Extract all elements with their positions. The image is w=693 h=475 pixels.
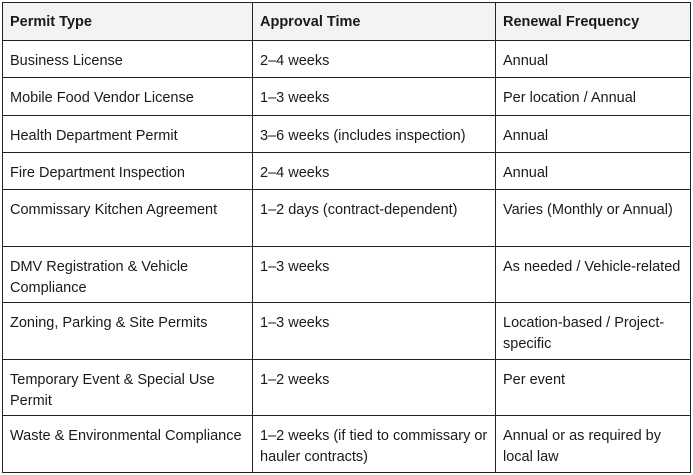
table-row (3, 153, 691, 190)
table-row (3, 303, 691, 360)
cell-approval-time: 1–2 weeks (if tied to commissary or hauler contracts) (253, 416, 496, 473)
table-header-row (3, 3, 691, 41)
cell-renewal-frequency: Annual (496, 153, 691, 190)
cell-approval-time: 1–3 weeks (253, 78, 496, 115)
cell-approval-time: 1–3 weeks (253, 246, 496, 303)
cell-permit-type: DMV Registration & Vehicle Compliance (3, 246, 253, 303)
cell-renewal-frequency: As needed / Vehicle-related (496, 246, 691, 303)
cell-permit-type: Waste & Environmental Compliance (3, 416, 253, 473)
cell-approval-time: 1–2 days (contract-dependent) (253, 190, 496, 247)
table-row (3, 416, 691, 473)
cell-renewal-frequency: Location-based / Project-specific (496, 303, 691, 360)
cell-renewal-frequency: Annual or as required by local law (496, 416, 691, 473)
cell-permit-type: Zoning, Parking & Site Permits (3, 303, 253, 360)
table-row (3, 78, 691, 115)
cell-approval-time: 1–2 weeks (253, 359, 496, 416)
cell-renewal-frequency: Annual (496, 115, 691, 152)
cell-permit-type: Commissary Kitchen Agreement (3, 190, 253, 247)
table-row (3, 246, 691, 303)
cell-renewal-frequency: Per location / Annual (496, 78, 691, 115)
cell-permit-type: Health Department Permit (3, 115, 253, 152)
header-approval-time: Approval Time (253, 3, 496, 41)
cell-approval-time: 2–4 weeks (253, 41, 496, 78)
cell-permit-type: Temporary Event & Special Use Permit (3, 359, 253, 416)
table-row (3, 359, 691, 416)
cell-permit-type: Mobile Food Vendor License (3, 78, 253, 115)
cell-permit-type: Business License (3, 41, 253, 78)
cell-permit-type: Fire Department Inspection (3, 153, 253, 190)
permits-table (2, 2, 691, 473)
table-row (3, 115, 691, 152)
cell-approval-time: 2–4 weeks (253, 153, 496, 190)
header-renewal-frequency: Renewal Frequency (496, 3, 691, 41)
header-permit-type: Permit Type (3, 3, 253, 41)
cell-approval-time: 3–6 weeks (includes inspection) (253, 115, 496, 152)
cell-approval-time: 1–3 weeks (253, 303, 496, 360)
cell-renewal-frequency: Varies (Monthly or Annual) (496, 190, 691, 247)
cell-renewal-frequency: Annual (496, 41, 691, 78)
table-row (3, 190, 691, 247)
table-row (3, 41, 691, 78)
cell-renewal-frequency: Per event (496, 359, 691, 416)
